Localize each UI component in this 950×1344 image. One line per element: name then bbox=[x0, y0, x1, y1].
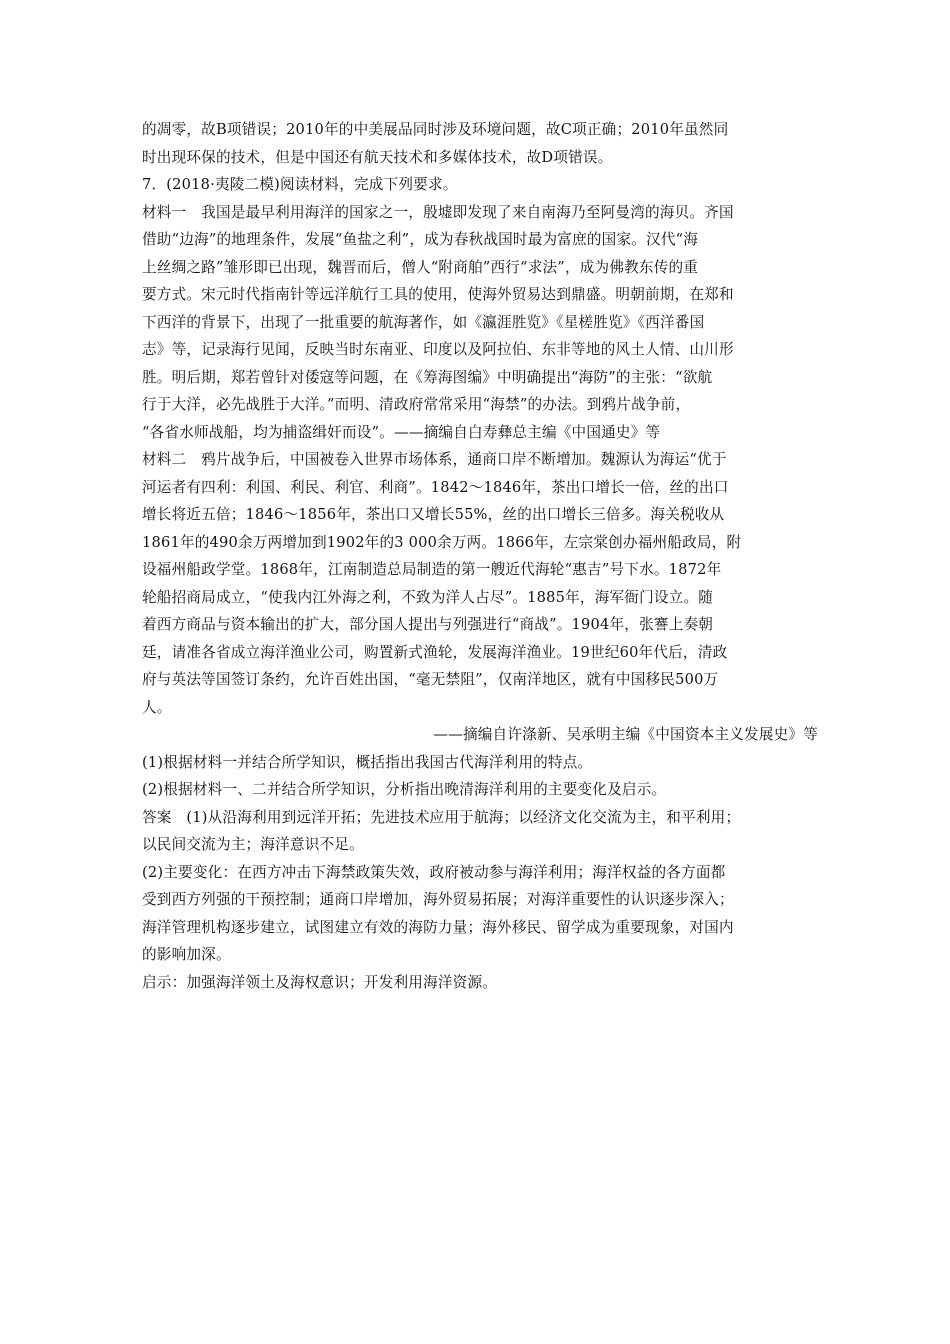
material-one-line: 胜。明后期，郑若曾针对倭寇等问题，在《筹海图编》中明确提出“海防”的主张：“欲航 bbox=[142, 368, 713, 386]
material-two-line: 人。 bbox=[142, 698, 172, 716]
answer-line: (2)主要变化：在西方冲击下海禁政策失效，政府被动参与海洋利用；海洋权益的各方面都 bbox=[142, 863, 726, 881]
material-one-line: 借助“边海”的地理条件，发展“鱼盐之利”，成为春秋战国时最为富庶的国家。汉代“海 bbox=[142, 231, 699, 248]
material-one-line: 志》等，记录海行见闻，反映当时东南亚、印度以及阿拉伯、东非等地的风土人情、山川形 bbox=[142, 341, 734, 358]
material-one-source: “各省水师战船，均为捕盗缉奸而设”。——摘编自白寿彝总主编《中国通史》等 bbox=[142, 423, 661, 441]
answer-line: 受到西方列强的干预控制；通商口岸增加，海外贸易拓展；对海洋重要性的认识逐步深入； bbox=[142, 891, 734, 908]
text-line: 的凋零，故B项错误；2010年的中美展品同时涉及环境问题，故C项正确；2010年虽然同 bbox=[142, 121, 729, 138]
material-one-line: 行于大洋，必先战胜于大洋。”而明、清政府常常采用“海禁”的办法。到鸦片战争前， bbox=[142, 396, 691, 413]
material-two-line: 着西方商品与资本输出的扩大，部分国人提出与列强进行“商战”。1904年，张謇上奏朝 bbox=[142, 616, 714, 633]
material-two-line: 府与英法等国签订条约，允许百姓出国，“毫无禁阻”，仅南洋地区，就有中国移民500万 bbox=[142, 671, 719, 688]
material-one-line: 材料一 我国是最早利用海洋的国家之一，殷墟即发现了来自南海乃至阿曼湾的海贝。齐国 bbox=[142, 203, 734, 221]
answer-line: 的影响加深。 bbox=[142, 946, 231, 963]
material-one-line: 要方式。宋元时代指南针等远洋航行工具的使用，使海外贸易达到鼎盛。明朝前期，在郑和 bbox=[142, 286, 734, 303]
question-heading: 7．(2018·夷陵二模)阅读材料，完成下列要求。 bbox=[142, 176, 458, 193]
material-two-line: 材料二 鸦片战争后，中国被卷入世界市场体系，通商口岸不断增加。魏源认为海运“优于 bbox=[142, 451, 727, 468]
material-two-line: 增长将近五倍；1846～1856年，茶出口又增长55%，丝的出口增长三倍多。海关税收从 bbox=[142, 506, 725, 523]
material-two-line: 1861年的490余万两增加到1902年的3 000余万两。1866年，左宗棠创办福州船政局，附 bbox=[142, 533, 742, 551]
answer-inspiration: 启示：加强海洋领土及海权意识；开发利用海洋资源。 bbox=[142, 973, 498, 991]
question-one: (1)根据材料一并结合所学知识，概括指出我国古代海洋利用的特点。 bbox=[142, 753, 593, 771]
document-page bbox=[142, 116, 818, 996]
question-two: (2)根据材料一、二并结合所学知识，分析指出晚清海洋利用的主要变化及启示。 bbox=[142, 781, 667, 798]
answer-line: 以民间交流为主；海洋意识不足。 bbox=[142, 836, 364, 853]
material-two-source: ——摘编自许涤新、吴承明主编《中国资本主义发展史》等 bbox=[433, 726, 818, 743]
material-one-line: 上丝绸之路”雏形即已出现，魏晋而后，僧人“附商舶”西行“求法”，成为佛教东传的重 bbox=[142, 258, 699, 276]
text-line: 时出现环保的技术，但是中国还有航天技术和多媒体技术，故D项错误。 bbox=[142, 148, 613, 166]
material-two-line: 廷，请准各省成立海洋渔业公司，购置新式渔轮，发展海洋渔业。19世纪60年代后，清政 bbox=[142, 643, 728, 661]
material-two-line: 河运者有四利：利国、利民、利官、利商”。1842～1846年，茶出口增长一倍，丝的出口 bbox=[142, 478, 729, 496]
answer-line: 答案 (1)从沿海利用到远洋开拓；先进技术应用于航海；以经济文化交流为主，和平利用； bbox=[142, 808, 741, 826]
material-two-line: 设福州船政学堂。1868年，江南制造总局制造的第一艘近代海轮“惠吉”号下水。1872年 bbox=[142, 561, 722, 578]
material-one-line: 下西洋的背景下，出现了一批重要的航海著作，如《瀛涯胜览》《星槎胜览》《西洋番国 bbox=[142, 313, 705, 331]
material-two-line: 轮船招商局成立，“使我内江外海之利，不致为洋人占尽”。1885年，海军衙门设立。随 bbox=[142, 588, 714, 606]
answer-line: 海洋管理机构逐步建立，试图建立有效的海防力量；海外移民、留学成为重要现象，对国内 bbox=[142, 918, 734, 936]
